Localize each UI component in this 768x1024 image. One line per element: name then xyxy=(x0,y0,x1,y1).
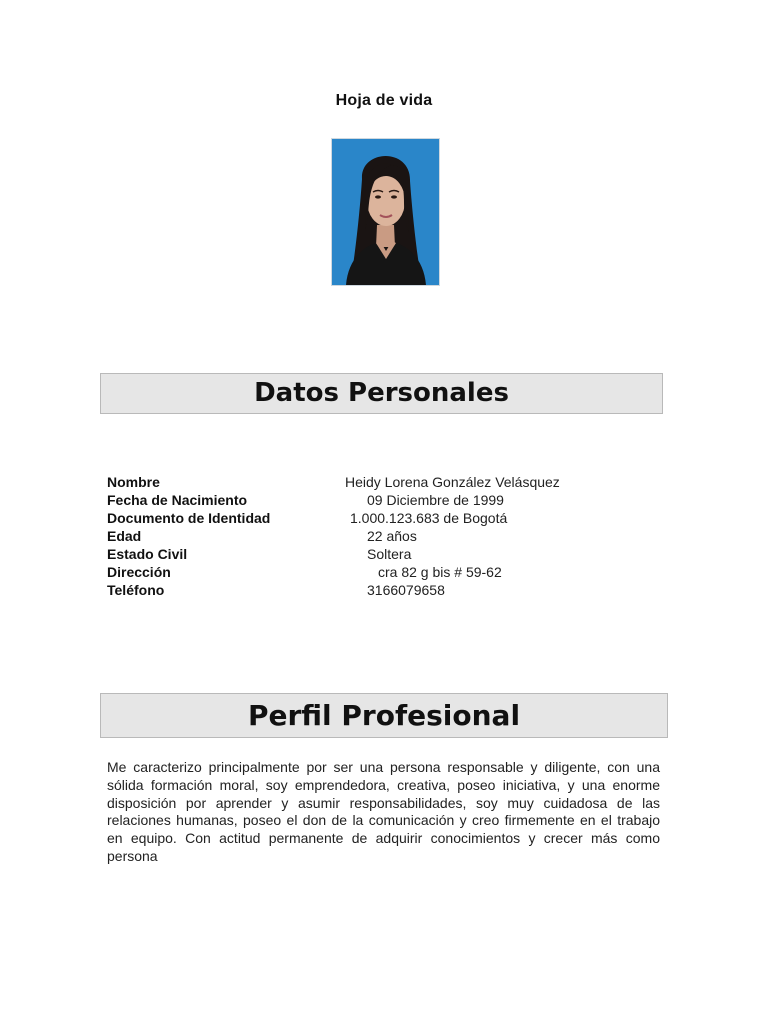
personal-row-phone xyxy=(107,581,667,599)
field-label: Estado Civil xyxy=(107,546,188,562)
field-label: Fecha de Nacimiento xyxy=(107,492,248,508)
field-value: 1.000.123.683 de Bogotá xyxy=(350,510,508,526)
personal-row-age xyxy=(107,527,667,545)
document-title: Hoja de vida xyxy=(335,92,433,109)
field-label: Teléfono xyxy=(107,582,165,598)
field-label: Edad xyxy=(107,528,142,544)
profile-photo xyxy=(331,138,440,286)
personal-row-birthdate xyxy=(107,491,667,509)
field-label: Documento de Identidad xyxy=(107,510,271,526)
field-value: 09 Diciembre de 1999 xyxy=(367,492,504,508)
personal-row-marital-status xyxy=(107,545,667,563)
field-label: Dirección xyxy=(107,564,171,580)
personal-row-address xyxy=(107,563,667,581)
personal-row-name xyxy=(107,473,667,491)
field-label: Nombre xyxy=(107,474,160,490)
section-header-profile: Perfil Profesional xyxy=(100,693,668,738)
field-value: cra 82 g bis # 59-62 xyxy=(378,564,502,580)
section-header-personal: Datos Personales xyxy=(100,373,663,414)
field-value: Soltera xyxy=(367,546,412,562)
personal-row-id-document xyxy=(107,509,667,527)
field-value: 3166079658 xyxy=(367,582,445,598)
profile-paragraph: Me caracterizo principalmente por ser una persona responsable y diligente, con una sólida formación moral, soy emprendedora, creativa, poseo iniciativa, y una enorme disposición por aprender y asumir responsabilidades, soy muy cuidadosa de las relaciones humanas, poseo el don de la comunicación y creo firmemente en el trabajo en equipo. Con actitud permanente de adquirir conocimientos y crecer más como persona xyxy=(107,759,660,864)
field-value: 22 años xyxy=(367,528,417,544)
field-value: Heidy Lorena González Velásquez xyxy=(345,474,560,490)
